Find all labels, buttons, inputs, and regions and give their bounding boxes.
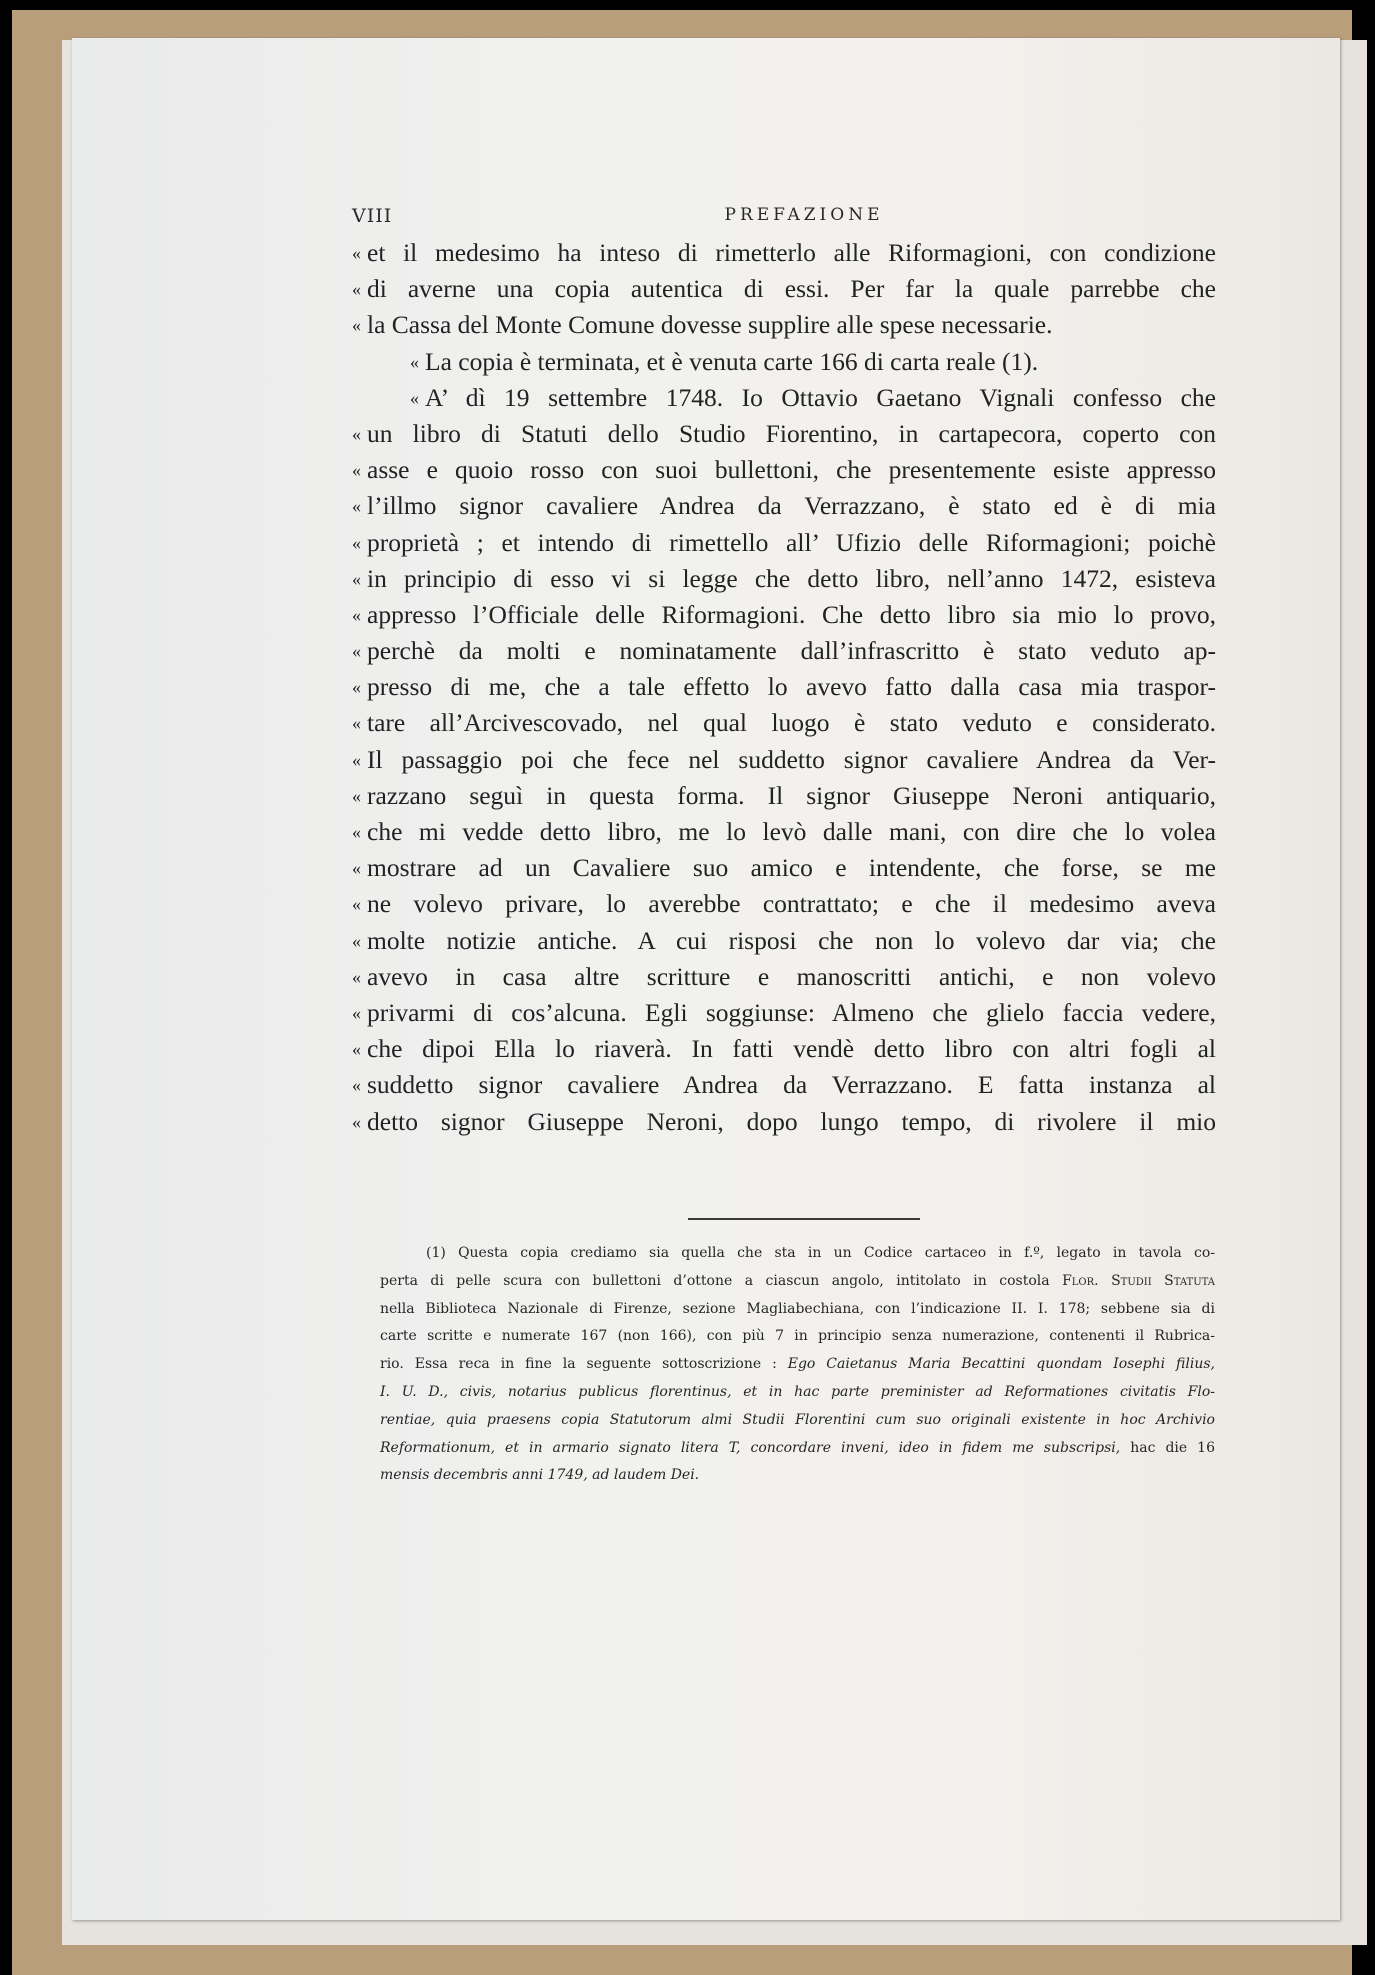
line-text: presso di me, che a tale effetto lo avevo fatto dalla casa mia traspor-: [367, 672, 1216, 702]
quote-mark: «: [410, 351, 419, 372]
quote-mark: «: [352, 1002, 361, 1023]
footnote-rule: [688, 1218, 920, 1220]
text-line: [352, 416, 1216, 452]
line-text: avevo in casa altre scritture e manoscritti antichi, e non volevo: [367, 961, 1216, 991]
quote-mark: «: [352, 641, 361, 662]
main-text-block: [352, 235, 1216, 1140]
text-line: [352, 814, 1216, 850]
quote-mark: «: [352, 749, 361, 770]
text-line: [352, 959, 1216, 995]
footnote-latin-line: I. U. D., civis, notarius publicus florentinus, et in hac parte preminister ad Reformationes civitatis Flo-: [380, 1383, 1215, 1400]
line-text: molte notizie antiche. A cui risposi che non lo volevo dar via; che: [367, 925, 1216, 955]
quote-mark: «: [352, 604, 361, 625]
line-text: che mi vedde detto libro, me lo levò dalle mani, con dire che lo volea: [367, 817, 1216, 846]
text-line: [352, 995, 1216, 1031]
quote-mark: «: [352, 496, 361, 517]
quote-mark: «: [352, 460, 361, 481]
line-text: asse e quoio rosso con suoi bullettoni, che presentemente esiste appresso: [367, 455, 1216, 485]
line-text: di averne una copia autentica di essi. Per far la quale parrebbe che: [367, 274, 1216, 304]
line-text: in principio di esso vi si legge che detto libro, nell’anno 1472, esisteva: [367, 563, 1216, 593]
quote-mark: «: [352, 423, 361, 444]
text-line: [352, 380, 1216, 416]
text-line: [352, 850, 1216, 886]
footnote-text: hac die 16: [1120, 1439, 1215, 1456]
footnote-line: nella Biblioteca Nazionale di Firenze, sezione Magliabechiana, con l’indicazione II. I. 178; sebbene sia di: [380, 1300, 1215, 1317]
quote-mark: «: [352, 243, 361, 263]
text-line: [352, 235, 1216, 271]
line-text: detto signor Giuseppe Neroni, dopo lungo tempo, di rivolere il mio: [367, 1106, 1216, 1136]
quote-mark: «: [352, 785, 361, 806]
footnote-text: rio. Essa reca in fine la seguente sottoscrizione :: [380, 1356, 788, 1373]
text-line: [352, 1067, 1216, 1103]
text-line: [352, 271, 1216, 307]
quote-mark: «: [410, 387, 419, 408]
text-line: [352, 1031, 1216, 1067]
text-line: [352, 669, 1216, 705]
quote-mark: «: [352, 1039, 361, 1060]
text-line: [352, 561, 1216, 597]
quote-mark: «: [352, 315, 361, 336]
text-line: [352, 778, 1216, 814]
footnote-latin-line: mensis decembris anni 1749, ad laudem Dei.: [380, 1467, 700, 1484]
page-number: VIII: [352, 205, 393, 227]
quote-mark: «: [352, 894, 361, 915]
line-text: mostrare ad un Cavaliere suo amico e intendente, che forse, se me: [367, 853, 1216, 883]
line-text: A’ dì 19 settembre 1748. Io Ottavio Gaetano Vignali confesso che: [425, 382, 1216, 412]
line-text: l’illmo signor cavaliere Andrea da Verrazzano, è stato ed è di mia: [367, 491, 1216, 521]
line-text: la Cassa del Monte Comune dovesse supplire alle spese necessarie.: [367, 310, 1053, 340]
text-line: [352, 886, 1216, 922]
text-line: [352, 633, 1216, 669]
quote-mark: «: [352, 858, 361, 879]
line-text: La copia è terminata, et è venuta carte 166 di carta reale (1).: [425, 346, 1039, 376]
text-line: [352, 307, 1216, 343]
text-line: [352, 452, 1216, 488]
line-text: proprietà ; et intendo di rimettello all’ Ufizio delle Riformagioni; poichè: [367, 527, 1216, 557]
footnote-line: [380, 1268, 1215, 1296]
line-text: privarmi di cos’alcuna. Egli soggiunse: Almeno che glielo faccia vedere,: [367, 997, 1216, 1027]
line-text: appresso l’Officiale delle Riformagioni. Che detto libro sia mio lo provo,: [367, 599, 1216, 629]
line-text: Il passaggio poi che fece nel suddetto signor cavaliere Andrea da Ver-: [367, 744, 1216, 774]
text-line: [352, 344, 1216, 380]
quote-mark: «: [352, 568, 361, 589]
line-text: suddetto signor cavaliere Andrea da Verrazzano. E fatta instanza al: [367, 1070, 1216, 1100]
text-line: [352, 488, 1216, 524]
quote-mark: «: [352, 713, 361, 734]
line-text: che dipoi Ella lo riaverà. In fatti vendè detto libro con altri fogli al: [367, 1034, 1216, 1064]
text-line: [352, 597, 1216, 633]
text-line: [352, 705, 1216, 741]
quote-mark: «: [352, 1111, 361, 1132]
quote-mark: «: [352, 822, 361, 842]
footnote-latin-text: Reformationum, et in armario signato litera T, concordare inveni, ideo in fidem me subscripsi,: [380, 1439, 1121, 1456]
quote-mark: «: [352, 930, 361, 951]
page-heading: PREFAZIONE: [724, 205, 884, 225]
running-head: [352, 205, 1216, 235]
line-text: tare all’Arcivescovado, nel qual luogo è stato veduto e considerato.: [367, 708, 1216, 738]
line-text: un libro di Statuti dello Studio Fiorentino, in cartapecora, coperto con: [367, 418, 1216, 448]
line-text: ne volevo privare, lo averebbe contrattato; e che il medesimo aveva: [367, 889, 1216, 919]
text-line: [352, 742, 1216, 778]
quote-mark: «: [352, 532, 361, 553]
text-line: [352, 1104, 1216, 1140]
footnote-codex-title: Flor. Studii Statuta: [1062, 1272, 1215, 1289]
footnote-text: perta di pelle scura con bullettoni d’ottone a ciascun angolo, intitolato in costola: [380, 1272, 1063, 1289]
quote-mark: «: [352, 677, 361, 698]
footnote-line: carte scritte e numerate 167 (non 166), con più 7 in principio senza numerazione, contenenti il Rubrica-: [380, 1328, 1215, 1345]
footnote: [380, 1240, 1215, 1490]
quote-mark: «: [352, 1075, 361, 1096]
quote-mark: «: [352, 966, 361, 987]
text-line: [352, 525, 1216, 561]
line-text: razzano seguì in questa forma. Il signor Giuseppe Neroni antiquario,: [367, 780, 1216, 810]
footnote-line: (1) Questa copia crediamo sia quella che sta in un Codice cartaceo in f.º, legato in tavola co-: [426, 1245, 1215, 1261]
footnote-latin-text: Ego Caietanus Maria Becattini quondam Iosephi filius,: [787, 1356, 1215, 1373]
quote-mark: «: [352, 279, 361, 300]
footnote-latin-line: rentiae, quia praesens copia Statutorum almi Studii Florentini cum suo originali existente in hoc Archivio: [380, 1411, 1215, 1428]
line-text: et il medesimo ha inteso di rimetterlo alle Riformagioni, con condizione: [367, 238, 1216, 267]
line-text: perchè da molti e nominatamente dall’infrascritto è stato veduto ap-: [367, 636, 1216, 666]
text-line: [352, 923, 1216, 959]
footnote-line: [380, 1435, 1215, 1463]
footnote-line: [380, 1351, 1215, 1379]
